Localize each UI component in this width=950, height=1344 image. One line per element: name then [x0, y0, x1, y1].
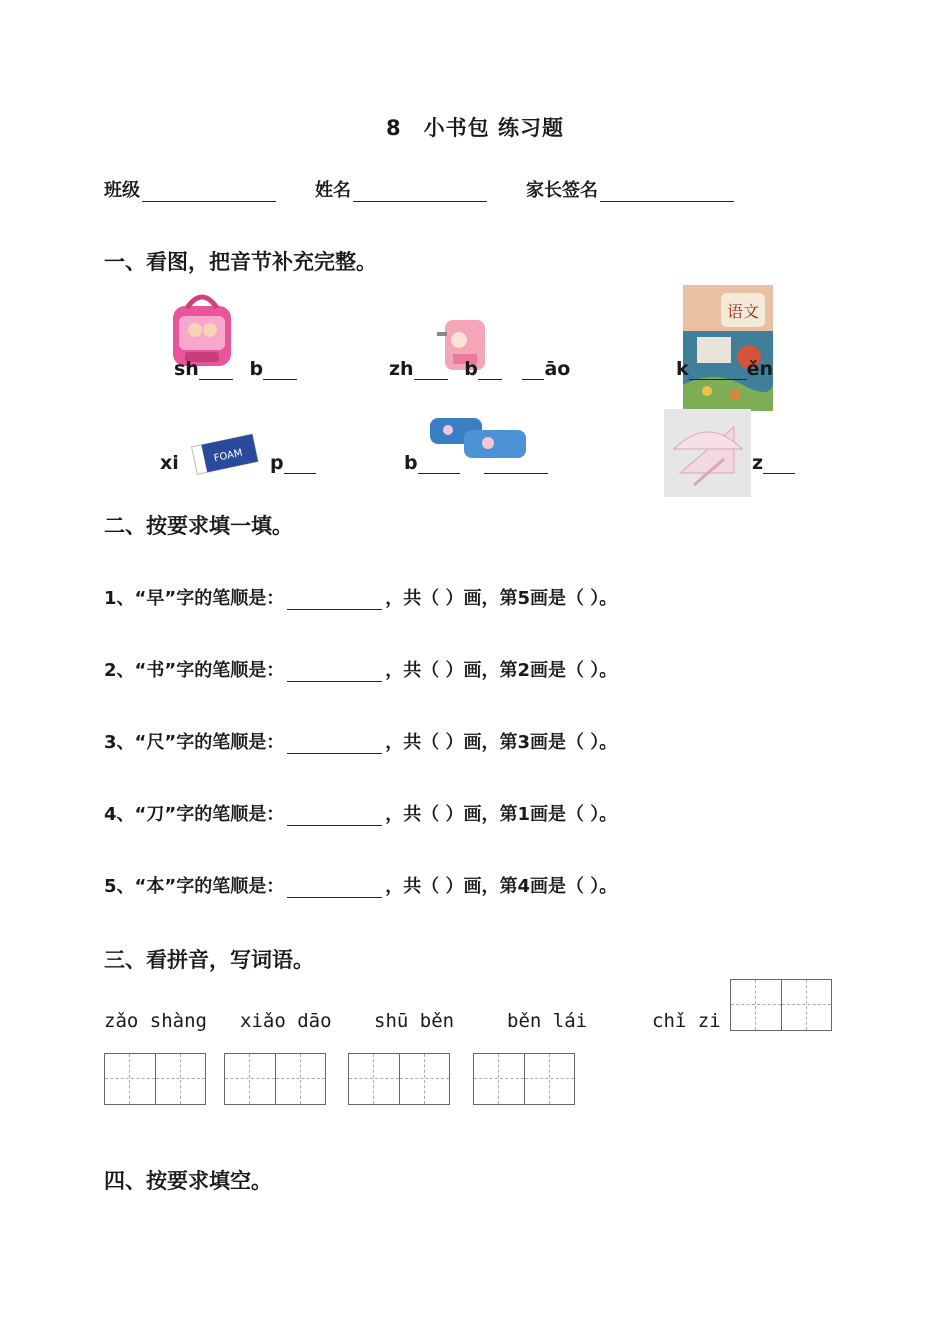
syllable-part: z — [752, 452, 764, 474]
pinyin-word: shū běn — [374, 1010, 455, 1032]
name-label: 姓名 — [315, 180, 351, 201]
grid-cell[interactable] — [275, 1054, 325, 1104]
question-mid: ，共（ ）画，第 — [385, 588, 518, 609]
parent-signature-field — [526, 176, 734, 202]
stroke-question-3 — [104, 728, 617, 754]
ruler-set-image — [664, 409, 751, 497]
question-mid: ，共（ ）画，第 — [385, 804, 518, 825]
syllable-blank[interactable] — [522, 363, 544, 380]
grid-cell[interactable] — [155, 1054, 205, 1104]
stroke-question-5 — [104, 872, 617, 898]
syllable-eraser-2 — [270, 452, 316, 474]
question-char: “本”字的笔顺是： — [134, 876, 285, 897]
syllable-schoolbag — [174, 358, 297, 380]
writing-grid-chizi[interactable] — [730, 979, 832, 1031]
syllable-blank[interactable] — [418, 457, 460, 474]
question-number: 4、 — [104, 804, 135, 825]
question-number: 1、 — [104, 588, 135, 609]
parent-blank[interactable] — [600, 183, 734, 202]
stroke-order-blank[interactable] — [287, 593, 382, 610]
question-char: “早”字的笔顺是： — [134, 588, 285, 609]
question-mid: ，共（ ）画，第 — [385, 876, 518, 897]
stroke-question-4 — [104, 800, 617, 826]
question-mid: ，共（ ）画，第 — [385, 732, 518, 753]
syllable-part: sh — [174, 358, 199, 380]
question-char: “刀”字的笔顺是： — [134, 804, 285, 825]
pinyin-word: běn lái — [507, 1010, 588, 1032]
syllable-eraser — [160, 452, 179, 474]
grid-cell[interactable] — [474, 1054, 524, 1104]
syllable-blank[interactable] — [689, 363, 747, 380]
section3-heading: 三、看拼音，写词语。 — [104, 948, 314, 972]
writing-grid-xiaodao[interactable] — [224, 1053, 326, 1105]
section2-heading: 二、按要求填一填。 — [104, 514, 293, 538]
name-field — [315, 176, 487, 202]
syllable-part: b — [249, 358, 264, 380]
class-blank[interactable] — [142, 183, 276, 202]
syllable-part: ěn — [746, 358, 774, 380]
stroke-number: 2 — [517, 660, 531, 681]
syllable-blank[interactable] — [284, 457, 316, 474]
question-end: 画是（ ）。 — [530, 876, 618, 897]
pinyin-word: zǎo shàng — [104, 1010, 207, 1032]
grid-cell[interactable] — [399, 1054, 449, 1104]
grid-cell[interactable] — [781, 980, 831, 1030]
syllable-ruler — [752, 452, 795, 474]
eraser-image — [190, 432, 262, 478]
grid-cell[interactable] — [524, 1054, 574, 1104]
pinyin-word: xiǎo dāo — [240, 1010, 332, 1032]
question-end: 画是（ ）。 — [530, 660, 618, 681]
question-end: 画是（ ）。 — [530, 588, 618, 609]
stroke-order-blank[interactable] — [287, 737, 382, 754]
section4-heading: 四、按要求填空。 — [104, 1169, 272, 1193]
question-number: 5、 — [104, 876, 135, 897]
grid-cell[interactable] — [105, 1054, 155, 1104]
syllable-sharpener — [389, 358, 570, 380]
grid-cell[interactable] — [731, 980, 781, 1030]
syllable-pencil-case — [404, 452, 548, 474]
stroke-number: 3 — [517, 732, 531, 753]
question-number: 2、 — [104, 660, 135, 681]
syllable-blank[interactable] — [478, 363, 502, 380]
stroke-question-1 — [104, 584, 617, 610]
grid-cell[interactable] — [349, 1054, 399, 1104]
stroke-order-blank[interactable] — [287, 809, 382, 826]
writing-grid-shuben[interactable] — [348, 1053, 450, 1105]
syllable-part: p — [270, 452, 284, 474]
syllable-part: xi — [160, 452, 179, 474]
question-char: “尺”字的笔顺是： — [134, 732, 285, 753]
svg-text:FOAM: FOAM — [212, 447, 244, 465]
stroke-number: 4 — [517, 876, 531, 897]
question-end: 画是（ ）。 — [530, 804, 618, 825]
class-label: 班级 — [104, 180, 140, 201]
name-blank[interactable] — [353, 183, 487, 202]
syllable-part: k — [676, 358, 689, 380]
grid-cell[interactable] — [225, 1054, 275, 1104]
worksheet-title: 8 小书包 练习题 — [386, 116, 564, 140]
stroke-order-blank[interactable] — [287, 665, 382, 682]
writing-grid-benlai[interactable] — [473, 1053, 575, 1105]
stroke-number: 1 — [517, 804, 531, 825]
stroke-question-2 — [104, 656, 617, 682]
question-number: 3、 — [104, 732, 135, 753]
syllable-blank[interactable] — [263, 363, 297, 380]
stroke-number: 5 — [517, 588, 531, 609]
pinyin-word: chǐ zi — [652, 1010, 721, 1032]
syllable-part: b — [464, 358, 478, 380]
syllable-blank[interactable] — [484, 457, 548, 474]
writing-grid-zaoshang[interactable] — [104, 1053, 206, 1105]
question-char: “书”字的笔顺是： — [134, 660, 285, 681]
question-end: 画是（ ）。 — [530, 732, 618, 753]
chinese-textbook-image — [683, 285, 773, 411]
class-field — [104, 176, 276, 202]
section1-heading: 一、看图，把音节补充完整。 — [104, 250, 377, 274]
syllable-part: b — [404, 452, 418, 474]
syllable-blank[interactable] — [763, 457, 795, 474]
parent-label: 家长签名 — [526, 180, 598, 201]
question-mid: ，共（ ）画，第 — [385, 660, 518, 681]
svg-text:语文: 语文 — [726, 302, 760, 321]
syllable-textbook — [676, 358, 773, 380]
stroke-order-blank[interactable] — [287, 881, 382, 898]
syllable-blank[interactable] — [414, 363, 448, 380]
syllable-blank[interactable] — [199, 363, 233, 380]
syllable-part: zh — [389, 358, 414, 380]
syllable-part: āo — [544, 358, 571, 380]
